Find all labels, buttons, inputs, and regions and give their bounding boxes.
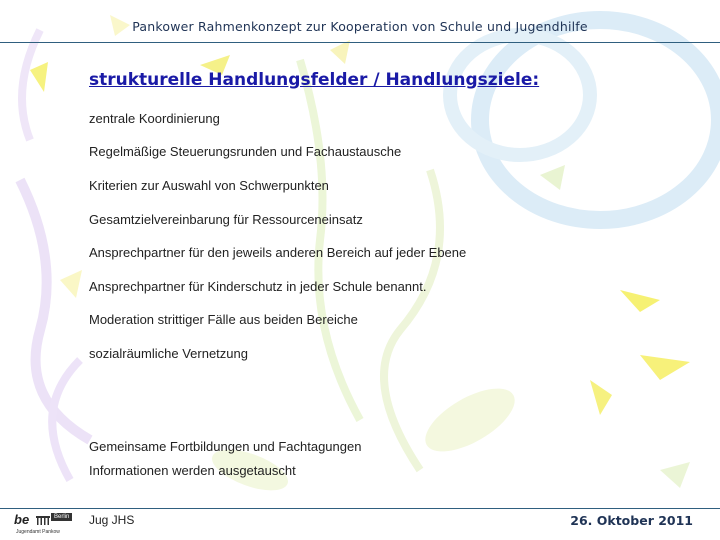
list-item: sozialräumliche Vernetzung xyxy=(89,346,248,361)
header-title: Pankower Rahmenkonzept zur Kooperation von Schule und Jugendhilfe xyxy=(132,19,588,34)
list-item: Regelmäßige Steuerungsrunden und Fachaustausche xyxy=(89,144,402,159)
list-item: Gesamtzielvereinbarung für Ressourceneinsatz xyxy=(89,212,363,227)
section-heading: strukturelle Handlungsfelder / Handlungsziele: xyxy=(89,70,540,90)
footer-date: 26. Oktober 2011 xyxy=(570,513,693,528)
list-item: zentrale Koordinierung xyxy=(89,111,220,126)
list-item: Ansprechpartner für Kinderschutz in jeder Schule benannt. xyxy=(89,279,427,294)
footer-divider xyxy=(0,508,720,509)
list-item: Moderation strittiger Fälle aus beiden Bereiche xyxy=(89,312,358,327)
logo-subtitle: Jugendamt Pankow xyxy=(16,529,60,535)
list-item: Ansprechpartner für den jeweils anderen Bereich auf jeder Ebene xyxy=(89,245,467,260)
berlin-logo xyxy=(14,512,80,538)
list-item: Gemeinsame Fortbildungen und Fachtagungen xyxy=(89,439,362,454)
brandenburg-gate-icon xyxy=(36,516,50,525)
logo-berlin-label: Berlin xyxy=(51,513,72,521)
list-item: Informationen werden ausgetauscht xyxy=(89,463,296,478)
footer-department: Jug JHS xyxy=(89,513,135,527)
header-divider xyxy=(0,42,720,43)
logo-be-text: be xyxy=(14,512,30,527)
list-item: Kriterien zur Auswahl von Schwerpunkten xyxy=(89,178,329,193)
